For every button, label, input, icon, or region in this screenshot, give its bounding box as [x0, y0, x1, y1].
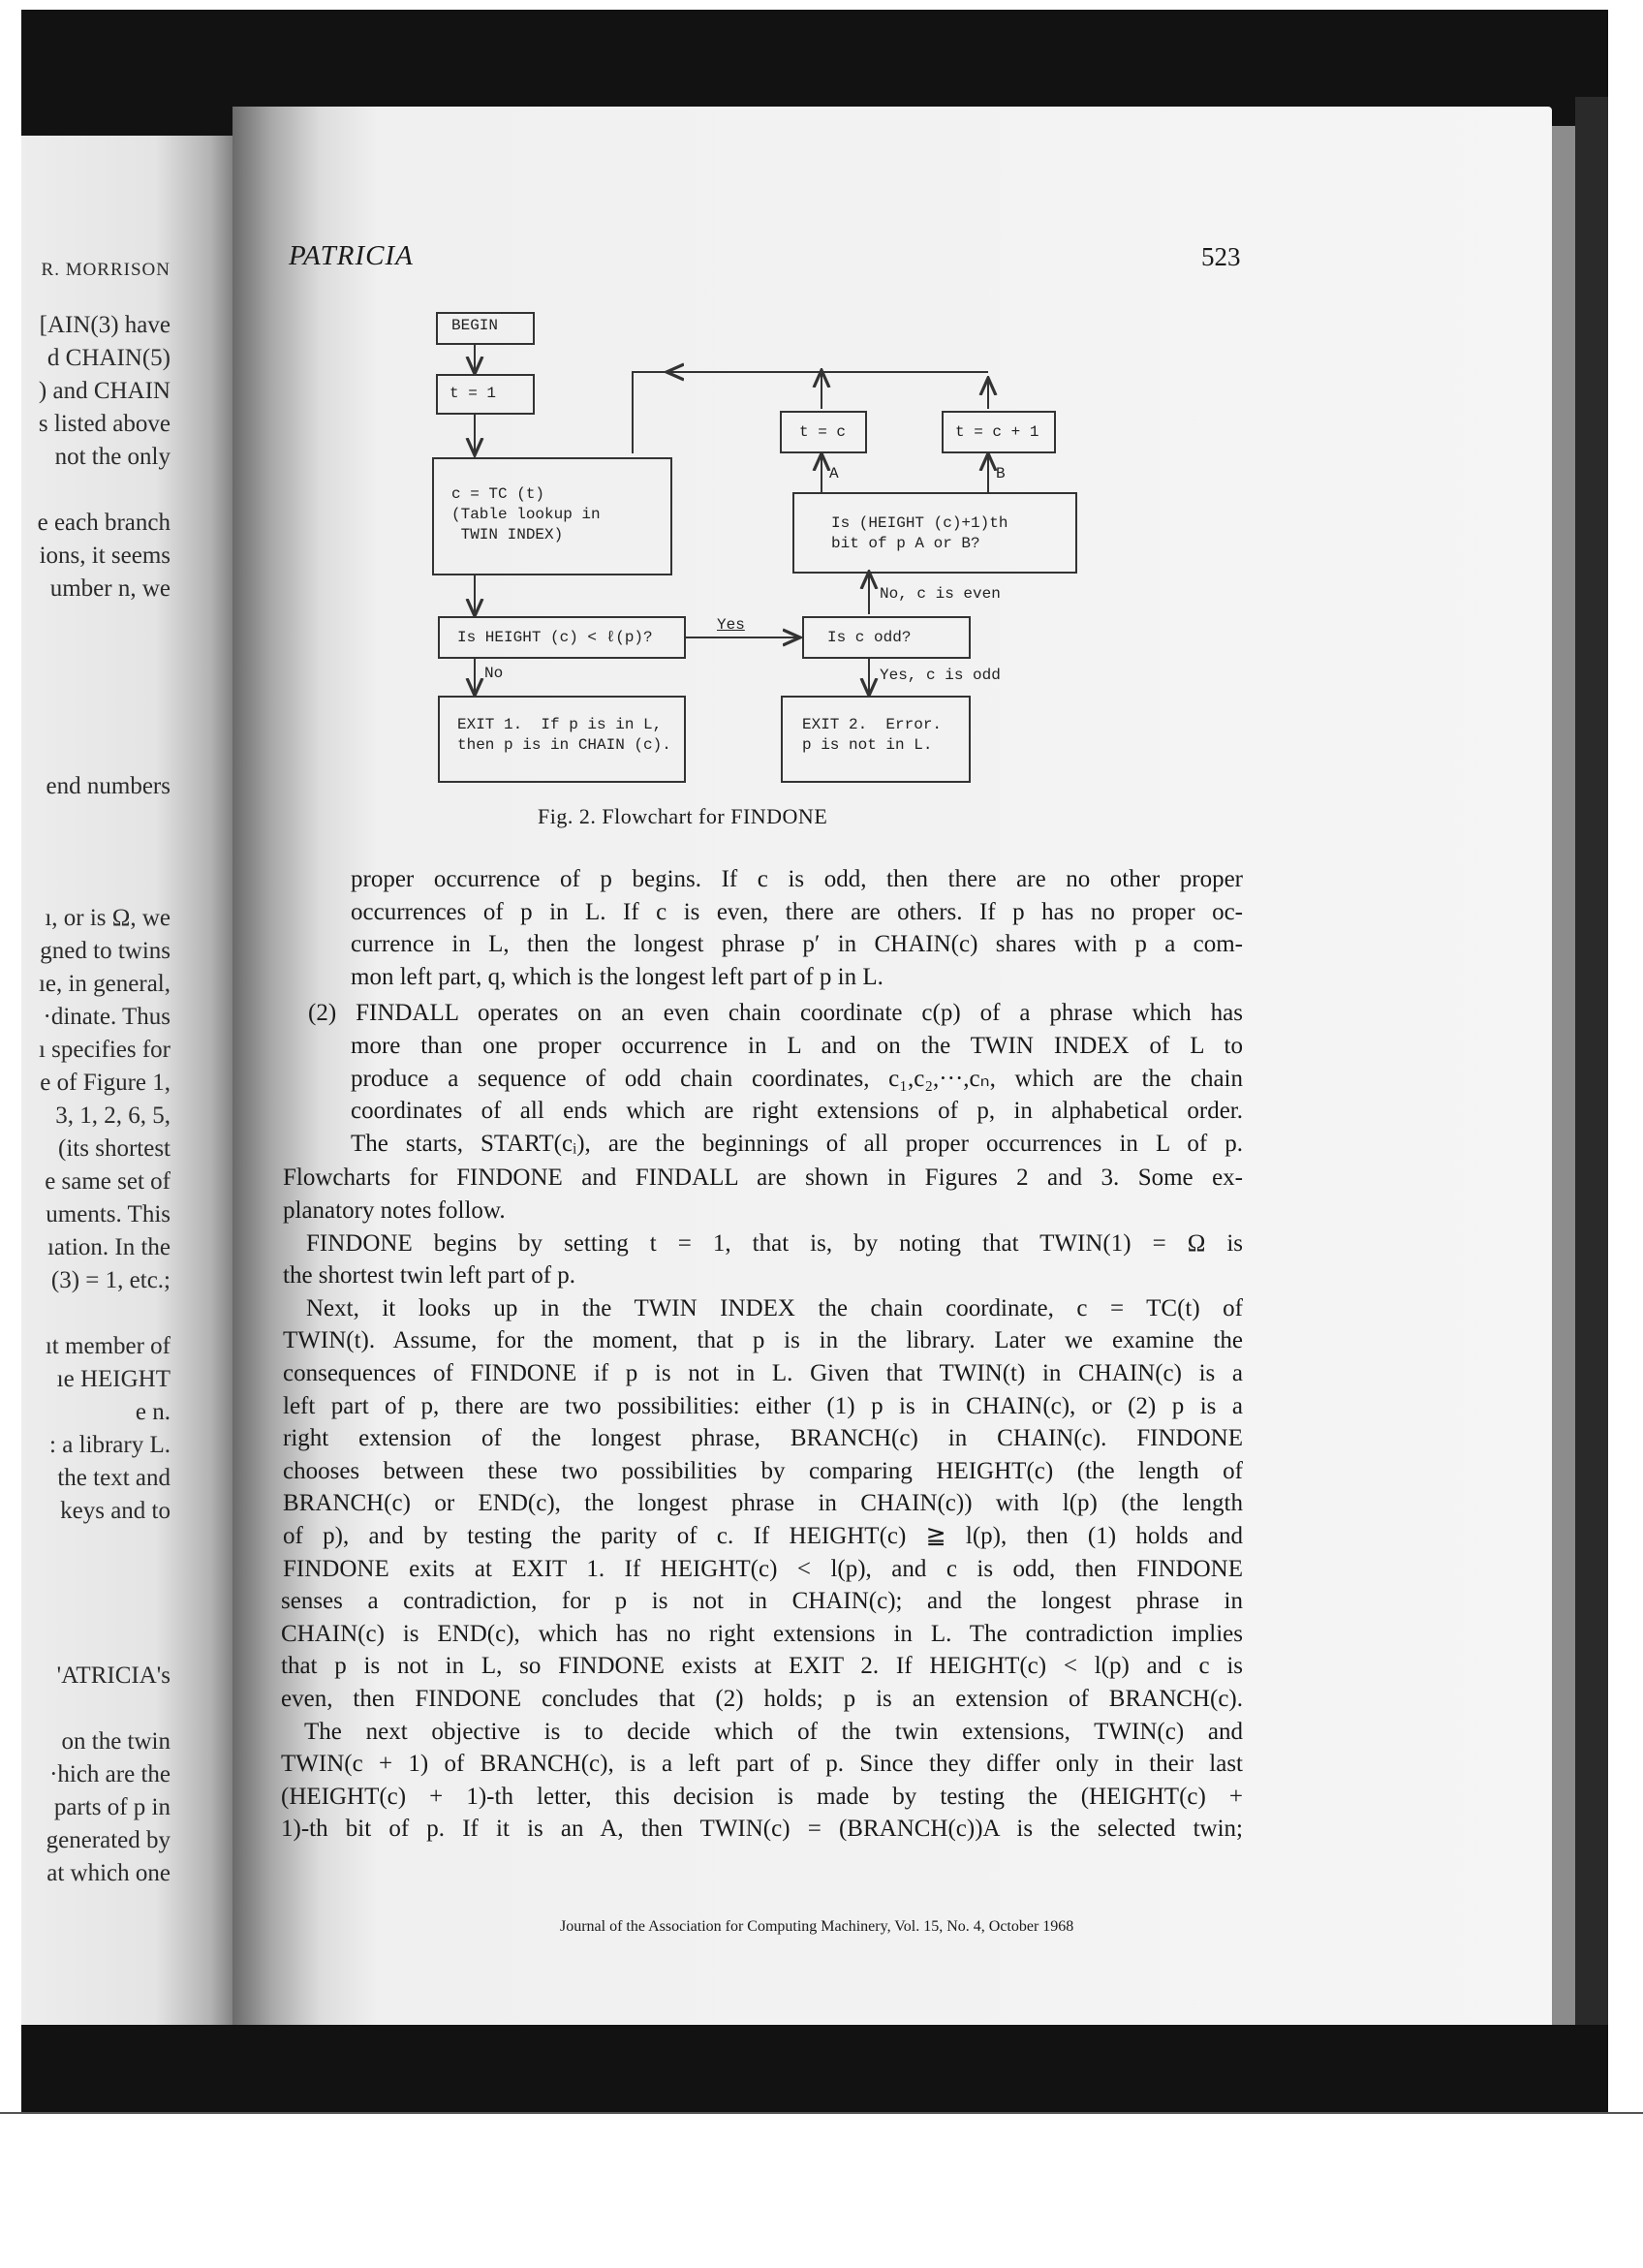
left-page-line: ·dinate. Thus [43, 1004, 170, 1030]
text-line: The next objective is to decide which of the twin extensions, TWIN(c) and [304, 1718, 1243, 1745]
text-line: produce a sequence of odd chain coordinates, c₁,c₂,···,cₙ, which are the chain [351, 1065, 1243, 1092]
left-page-line: ı, or is Ω, we [45, 905, 170, 931]
left-page-line: at which one [46, 1860, 170, 1886]
text-line: senses a contradiction, for p is not in CHAIN(c); and the longest phrase in [281, 1588, 1243, 1615]
text-line: TWIN(t). Assume, for the moment, that p is in the library. Later we examine the [283, 1327, 1243, 1354]
text-line: proper occurrence of p begins. If c is odd, then there are no other proper [351, 866, 1243, 892]
text-line: even, then FINDONE concludes that (2) holds; p is an extension of BRANCH(c). [281, 1686, 1243, 1712]
left-page-line: the text and [57, 1465, 170, 1491]
text-line: occurrences of p in L. If c is even, there are others. If p has no proper oc- [351, 898, 1243, 925]
book-edge [1550, 126, 1575, 2025]
left-page-line: [AIN(3) have [39, 312, 170, 338]
left-page-line: ıation. In the [46, 1234, 170, 1260]
flow-exit2-box: EXIT 2. Error. p is not in L. [781, 696, 971, 783]
left-page-line: 3, 1, 2, 6, 5, [55, 1103, 170, 1129]
running-head: PATRICIA [289, 240, 414, 271]
text-line: 1)-th bit of p. If it is an A, then TWIN(c) = (BRANCH(c))A is the selected twin; [281, 1816, 1243, 1843]
text-line: Next, it looks up in the TWIN INDEX the chain coordinate, c = TC(t) of [306, 1294, 1243, 1321]
text-line: more than one proper occurrence in L and on the TWIN INDEX of L to [351, 1033, 1243, 1059]
left-page-line: uments. This [46, 1201, 170, 1227]
text-line: FINDONE begins by setting t = 1, that is, by noting that TWIN(1) = Ω is [306, 1229, 1243, 1257]
flow-bit-test-box: Is (HEIGHT (c)+1)th bit of p A or B? [792, 492, 1077, 574]
left-page-line: gned to twins [40, 938, 170, 964]
text-line: TWIN(c + 1) of BRANCH(c), is a left part of p. Since they differ only in their last [281, 1751, 1243, 1778]
flow-begin-box: BEGIN [436, 312, 535, 345]
left-page-line: (its shortest [58, 1135, 170, 1162]
left-page-line: keys and to [60, 1498, 170, 1524]
text-line: consequences of FINDONE if p is not in L. Given that TWIN(t) in CHAIN(c) is a [283, 1360, 1243, 1386]
left-page-line: not the only [54, 444, 170, 470]
text-line: BRANCH(c) or END(c), the longest phrase in CHAIN(c)) with l(p) (the length [283, 1490, 1243, 1517]
left-page-line: ı specifies for [38, 1037, 170, 1063]
text-line: that p is not in L, so FINDONE exists at EXIT 2. If HEIGHT(c) < l(p) and c is [281, 1653, 1243, 1680]
scanner-bed [0, 2112, 1643, 2268]
left-page-line: ·hich are the [49, 1761, 170, 1787]
page-number: 523 [1201, 242, 1241, 271]
scan-border-bottom [21, 2025, 1608, 2112]
text-line: chooses between these two possibilities by comparing HEIGHT(c) (the length of [283, 1457, 1243, 1484]
flow-init-box: t = 1 [436, 374, 535, 415]
left-page-line: ions, it seems [39, 543, 170, 569]
text-line: (2) FINDALL operates on an even chain coordinate c(p) of a phrase which has [308, 1000, 1243, 1027]
left-page-line: e of Figure 1, [40, 1070, 170, 1096]
flow-lookup-box: c = TC (t) (Table lookup in TWIN INDEX) [432, 457, 672, 575]
left-page-line: on the twin [61, 1728, 170, 1755]
left-page-line: e n. [135, 1399, 170, 1425]
left-page-line: end numbers [46, 773, 170, 799]
flow-set-c1-box: t = c + 1 [942, 411, 1056, 453]
left-page-line: e each branch [37, 510, 170, 536]
text-line: The starts, START(cᵢ), are the beginnings of all proper occurrences in L of p. [351, 1130, 1243, 1157]
left-page-line: generated by [46, 1827, 170, 1853]
text-line: Flowcharts for FINDONE and FINDALL are shown in Figures 2 and 3. Some ex- [283, 1165, 1243, 1192]
text-line: right extension of the longest phrase, BRANCH(c) in CHAIN(c). FINDONE [283, 1425, 1243, 1452]
left-page-line: : a library L. [49, 1432, 170, 1458]
text-line: FINDONE exits at EXIT 1. If HEIGHT(c) < l(p), and c is odd, then FINDONE [283, 1555, 1243, 1582]
scan-border-right [1575, 97, 1608, 2035]
text-line: currence in L, then the longest phrase p′ in CHAIN(c) shares with p a com- [351, 931, 1243, 958]
flow-label-a: A [829, 465, 839, 482]
text-line: left part of p, there are two possibilities: either (1) p is in CHAIN(c), or (2) p is a [283, 1392, 1243, 1419]
left-page-line: ıt member of [45, 1333, 170, 1359]
left-page-line: 'ATRICIA's [56, 1662, 170, 1689]
left-page-line: d CHAIN(5) [46, 345, 170, 371]
flow-label-yes-odd: Yes, c is odd [880, 667, 1001, 684]
left-page-line: (3) = 1, etc.; [50, 1267, 170, 1293]
journal-footer: Journal of the Association for Computing Machinery, Vol. 15, No. 4, October 1968 [560, 1918, 1074, 1935]
text-line: CHAIN(c) is END(c), which has no right extensions in L. The contradiction implies [281, 1620, 1243, 1647]
left-page-line: ıe HEIGHT [56, 1366, 170, 1392]
text-line: of p), and by testing the parity of c. If HEIGHT(c) ≧ l(p), then (1) holds and [283, 1523, 1243, 1549]
flow-label-b: B [996, 465, 1006, 482]
flow-label-no: No [484, 665, 504, 682]
left-running-head: R. MORRISON [41, 260, 170, 280]
left-page-line: parts of p in [53, 1794, 170, 1820]
text-line: (HEIGHT(c) + 1)-th letter, this decision is made by testing the (HEIGHT(c) + [281, 1783, 1243, 1810]
text-line: coordinates of all ends which are right extensions of p, in alphabetical order. [351, 1098, 1243, 1125]
flow-exit1-box: EXIT 1. If p is in L, then p is in CHAIN (c). [438, 696, 686, 783]
left-page-line: ıe, in general, [38, 971, 170, 997]
flow-height-test-box: Is HEIGHT (c) < ℓ(p)? [438, 616, 686, 659]
flow-label-yes: Yes [717, 616, 745, 634]
flow-label-no-even: No, c is even [880, 585, 1001, 603]
flow-odd-test-box: Is c odd? [802, 616, 971, 659]
left-page-line: ) and CHAIN [38, 378, 170, 404]
flow-set-c-box: t = c [780, 411, 867, 453]
text-line: the shortest twin left part of p. [283, 1262, 576, 1289]
text-line: planatory notes follow. [283, 1197, 506, 1224]
left-page-line: s listed above [38, 411, 170, 437]
figure-caption: Fig. 2. Flowchart for FINDONE [538, 804, 828, 828]
left-page-line: umber n, we [49, 575, 170, 602]
left-page-line: e same set of [45, 1168, 170, 1195]
text-line: mon left part, q, which is the longest left part of p in L. [351, 963, 884, 990]
